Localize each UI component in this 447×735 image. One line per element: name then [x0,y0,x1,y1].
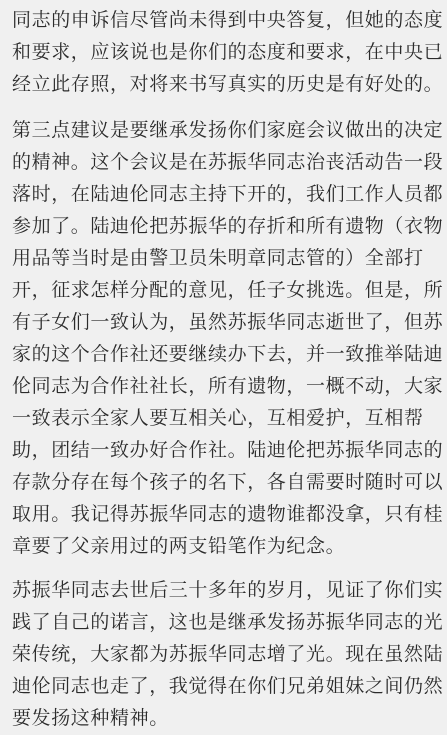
text-line: 一致表示全家人要互相关心，互相爱护，互相帮 [12,407,424,429]
text-line: 的精神。这个会议是在苏振华同志治丧活动告一段 [12,151,444,173]
text-line: 同志的申诉信尽管尚未得到中央答复，但她的态度 [12,9,444,31]
text-line: 落时，在陆迪伦同志主持下开的，我们工作人员都 [12,183,444,205]
text-line: 开，征求怎样分配的意见，任子女挑选。但是，所 [12,279,444,301]
text-line: 迪伦同志也走了，我觉得在你们兄弟姐妹之间仍然 [12,675,444,697]
text-line: 苏振华同志去世后三十多年的岁月，见证了你们实 [12,579,444,601]
text-line: 经立此存照，对将来书写真实的历史是有好处的。 [12,73,444,95]
text-line: 家的这个合作社还要继续办下去，并一致推举陆迪 [12,343,444,365]
text-line: 存款分存在每个孩子的名下，各自需要时随时可以 [12,471,444,493]
text-line: 助，团结一致办好合作社。陆迪伦把苏振华同志的 [12,439,444,461]
text-line: 和要求，应该说也是你们的态度和要求，在中央已 [12,41,444,63]
text-line: 第三点建议是要继承发扬你们家庭会议做出的决定 [12,119,444,141]
text-line: 荣传统，大家都为苏振华同志增了光。现在虽然陆 [12,643,444,665]
text-line: 用品等当时是由警卫员朱明章同志管的）全部打 [12,247,424,269]
text-line: 践了自己的诺言，这也是继承发扬苏振华同志的光 [12,611,444,633]
text-line: 取用。我记得苏振华同志的遗物谁都没拿，只有桂 [12,503,444,525]
text-line: 章要了父亲用过的两支铅笔作为纪念。 [12,535,346,557]
text-line: 伦同志为合作社社长，所有遗物，一概不动，大家 [12,375,444,397]
text-line: 参加了。陆迪伦把苏振华的存折和所有遗物（衣物 [12,215,444,237]
text-line: 有子女们一致认为，虽然苏振华同志逝世了，但苏 [12,311,444,333]
text-line: 要发扬这种精神。 [12,707,169,729]
